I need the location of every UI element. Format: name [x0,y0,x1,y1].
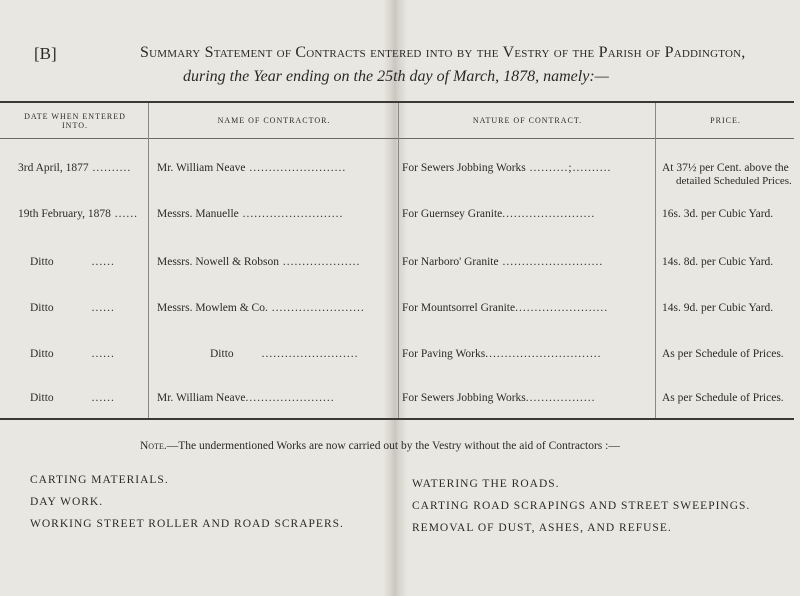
table-row-nature: For Sewers Jobbing Works ..........;.......... [402,162,612,174]
table-row-price: At 37½ per Cent. above the [662,162,789,174]
page-gutter [383,0,407,596]
table-row-date: Ditto ...... [30,256,115,268]
list-item: DAY WORK. [30,496,104,508]
section-label: [B] [34,44,57,63]
table-row-price: 16s. 3d. per Cubic Yard. [662,208,774,220]
table-row-nature: For Mountsorrel Granite........................ [402,302,609,314]
page-title: Summary Statement of Contracts entered into by the Vestry of the Parish of Paddington, [140,44,746,61]
column-header-price: PRICE. [710,116,741,125]
table-row-nature: For Sewers Jobbing Works.................. [402,392,596,404]
table-row-nature: For Paving Works.............................. [402,348,602,360]
table-row-price-continued: detailed Scheduled Prices. [676,175,792,187]
note-text: Note.—The undermentioned Works are now carried out by the Vestry without the aid of Contractors :— [140,440,620,452]
table-row-nature: For Guernsey Granite........................ [402,208,596,220]
page-subtitle: during the Year ending on the 25th day of March, 1878, namely:— [183,68,609,85]
table-row-price: As per Schedule of Prices. [662,392,784,404]
table-row-date: Ditto ...... [30,302,115,314]
list-item: WATERING THE ROADS. [412,478,560,490]
list-item: REMOVAL OF DUST, ASHES, AND REFUSE. [412,522,672,534]
table-row-contractor: Messrs. Nowell & Robson .................... [157,256,361,268]
table-row-price: As per Schedule of Prices. [662,348,784,360]
column-header-date: DATE WHEN ENTERED INTO. [24,112,126,130]
column-header-contractor: NAME OF CONTRACTOR. [217,116,331,125]
column-divider-1 [148,103,149,418]
list-item: CARTING MATERIALS. [30,474,169,486]
table-row-nature: For Narboro' Granite .......................... [402,256,604,268]
column-header-nature: NATURE OF CONTRACT. [472,116,583,125]
table-row-contractor: Mr. William Neave ......................... [157,162,347,174]
list-item: CARTING ROAD SCRAPINGS AND STREET SWEEPINGS. [412,500,751,512]
column-divider-2 [398,103,399,418]
table-bottom-rule [0,418,794,420]
column-divider-3 [655,103,656,418]
table-row-contractor: Mr. William Neave....................... [157,392,335,404]
table-row-date: 3rd April, 1877 .......... [18,162,132,174]
table-row-date: 19th February, 1878 ...... [18,208,138,220]
list-item: WORKING STREET ROLLER AND ROAD SCRAPERS. [30,518,344,530]
table-row-contractor: Messrs. Mowlem & Co. ........................ [157,302,365,314]
table-row-date: Ditto ...... [30,348,115,360]
table-row-contractor: Messrs. Manuelle .......................... [157,208,344,220]
table-row-date: Ditto ...... [30,392,115,404]
table-row-price: 14s. 8d. per Cubic Yard. [662,256,774,268]
header-bottom-rule [0,138,794,139]
table-row-price: 14s. 9d. per Cubic Yard. [662,302,774,314]
table-top-rule [0,101,794,103]
table-row-contractor: Ditto ......................... [210,348,359,360]
